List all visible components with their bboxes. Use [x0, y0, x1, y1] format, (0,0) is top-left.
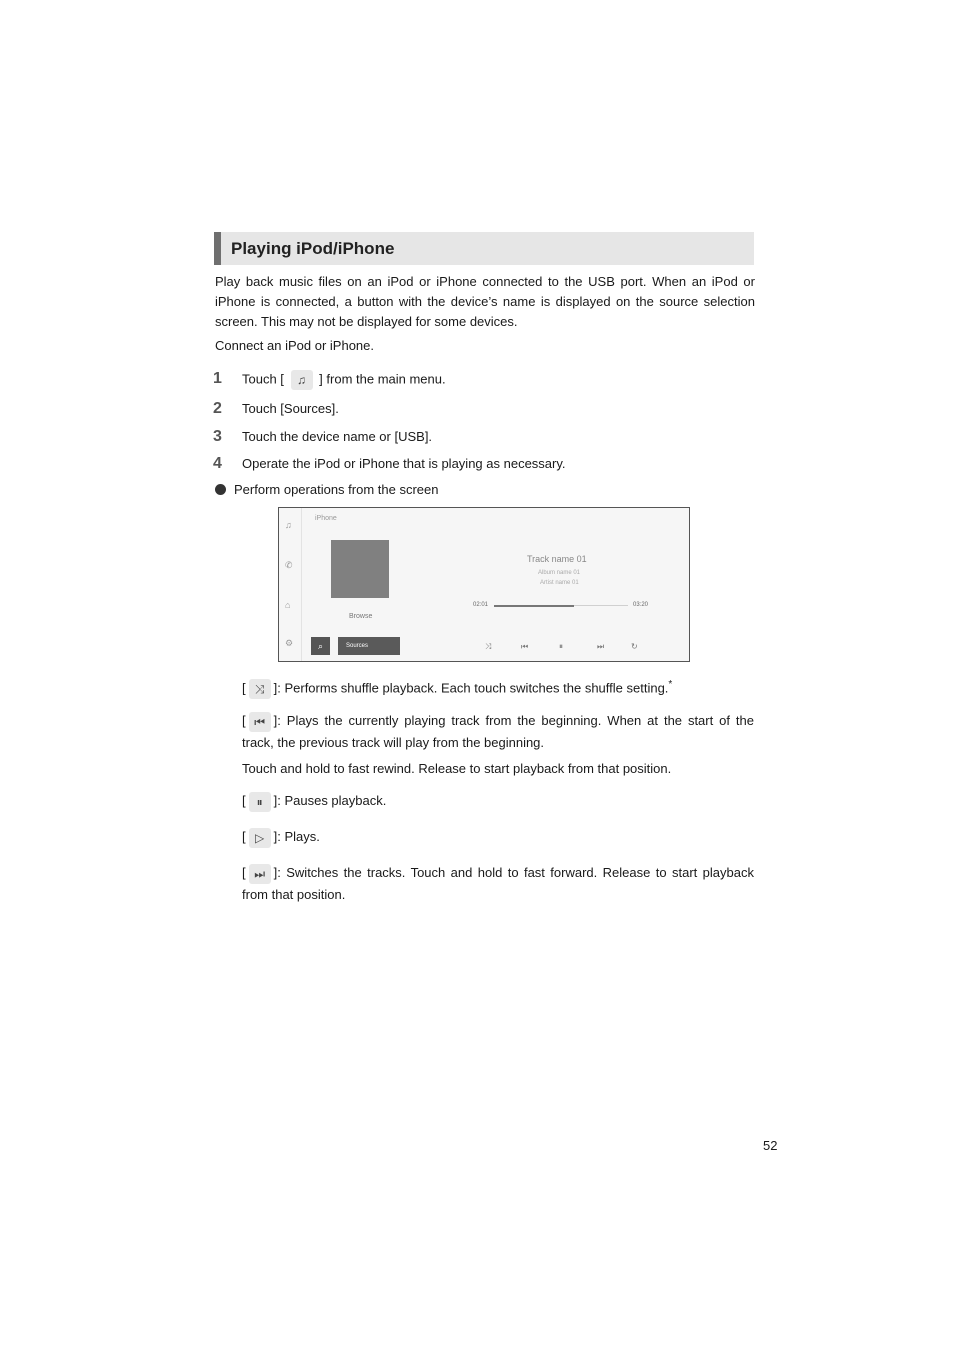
shuffle-icon: ⤨ [249, 679, 271, 699]
previous-icon: ⏮ [249, 712, 271, 732]
section-title: Playing iPod/iPhone [231, 238, 395, 258]
sources-label: Sources [346, 643, 369, 649]
step-number: 2 [213, 400, 222, 417]
album-name: Album name 01 [538, 570, 581, 576]
bullet-item [215, 482, 438, 497]
music-note-icon[interactable]: ♫ [285, 520, 292, 530]
bullet-dot [215, 484, 226, 495]
repeat-icon[interactable]: ↻ [631, 642, 638, 651]
step-number: 4 [213, 455, 222, 472]
desc-text: ]: Plays the currently playing track from the beginning. When at the start of the track, the previous track will play from the beginning. [242, 713, 754, 750]
shuffle-icon[interactable]: ⤨ [485, 642, 492, 651]
desc-text: ]: Performs shuffle playback. Each touch switches the shuffle setting. [273, 680, 669, 696]
album-art [331, 540, 389, 598]
track-name: Track name 01 [527, 554, 587, 564]
browse-button[interactable]: Browse [349, 613, 373, 620]
screen-sidebar [279, 508, 302, 661]
source-label: iPhone [315, 515, 337, 522]
desc-rewind [242, 758, 754, 780]
desc-shuffle: [ ⤨ ]: Performs shuffle playback. Each touch switches the shuffle setting.* [242, 674, 754, 699]
search-button[interactable] [311, 637, 330, 655]
step-text: Touch [Sources]. [242, 401, 339, 416]
step-text-before: Touch [ [242, 371, 284, 387]
time-total: 03:20 [633, 602, 649, 608]
desc-previous: [ ⏮ ]: Plays the currently playing track from the beginning. When at the start of the track, the previous track will play from the beginning. [242, 713, 754, 750]
bullet-text: Perform operations from the screen [234, 482, 439, 497]
step-4 [213, 455, 566, 473]
time-current: 02:01 [473, 602, 489, 608]
car-icon[interactable]: ⌂ [285, 600, 291, 610]
progress-bar[interactable] [494, 605, 628, 606]
progress-fill [494, 605, 574, 607]
phone-icon[interactable]: ✆ [285, 560, 293, 570]
step-text: Operate the iPod or iPhone that is playing as necessary. [242, 456, 566, 471]
next-icon[interactable]: ⏭ [597, 642, 605, 651]
step-2 [213, 400, 339, 418]
gear-icon[interactable]: ⚙ [285, 638, 294, 648]
desc-text: ]: Pauses playback. [273, 793, 387, 808]
search-icon: ⌕ [317, 640, 324, 651]
step-number: 3 [213, 428, 222, 445]
step-3 [213, 428, 432, 446]
page-number: 52 [763, 1138, 778, 1153]
step-text: Touch the device name or [USB]. [242, 429, 433, 444]
desc-text: Touch and hold to fast rewind. Release to start playback from that position. [242, 761, 672, 776]
sources-button[interactable] [338, 637, 400, 655]
music-note-icon: ♫ [291, 370, 313, 390]
step-1 [213, 370, 446, 390]
desc-next: [ ⏭ ]: Switches the tracks. Touch and hold to fast forward. Release to start playback from that position. [242, 865, 754, 902]
section-header [214, 232, 754, 265]
pause-icon: ⏸ [249, 792, 271, 812]
desc-text: ]: Plays. [273, 829, 320, 844]
desc-text: ]: Switches the tracks. Touch and hold to fast forward. Release to start playback from that position. [242, 865, 754, 902]
pause-icon[interactable]: ⏸ [559, 642, 563, 651]
step-number: 1 [213, 370, 222, 388]
footnote-marker: * [668, 679, 673, 690]
artist-name: Artist name 01 [540, 580, 579, 586]
connect-instruction: Connect an iPod or iPhone. [215, 338, 374, 353]
play-icon: ▷ [249, 828, 271, 848]
player-screenshot [278, 507, 690, 662]
next-icon: ⏭ [249, 864, 271, 884]
intro-paragraph: Play back music files on an iPod or iPhone connected to the USB port. When an iPod or iPhone is connected, a button with the device’s name is displayed on the source selection screen. This may not be displayed for some devices. [215, 274, 755, 329]
previous-icon[interactable]: ⏮ [521, 642, 529, 651]
step-text-after: ] from the main menu. [319, 371, 446, 387]
desc-play: [ ▷ ]: Plays. [242, 826, 754, 848]
desc-pause: [ ⏸ ]: Pauses playback. [242, 790, 754, 812]
